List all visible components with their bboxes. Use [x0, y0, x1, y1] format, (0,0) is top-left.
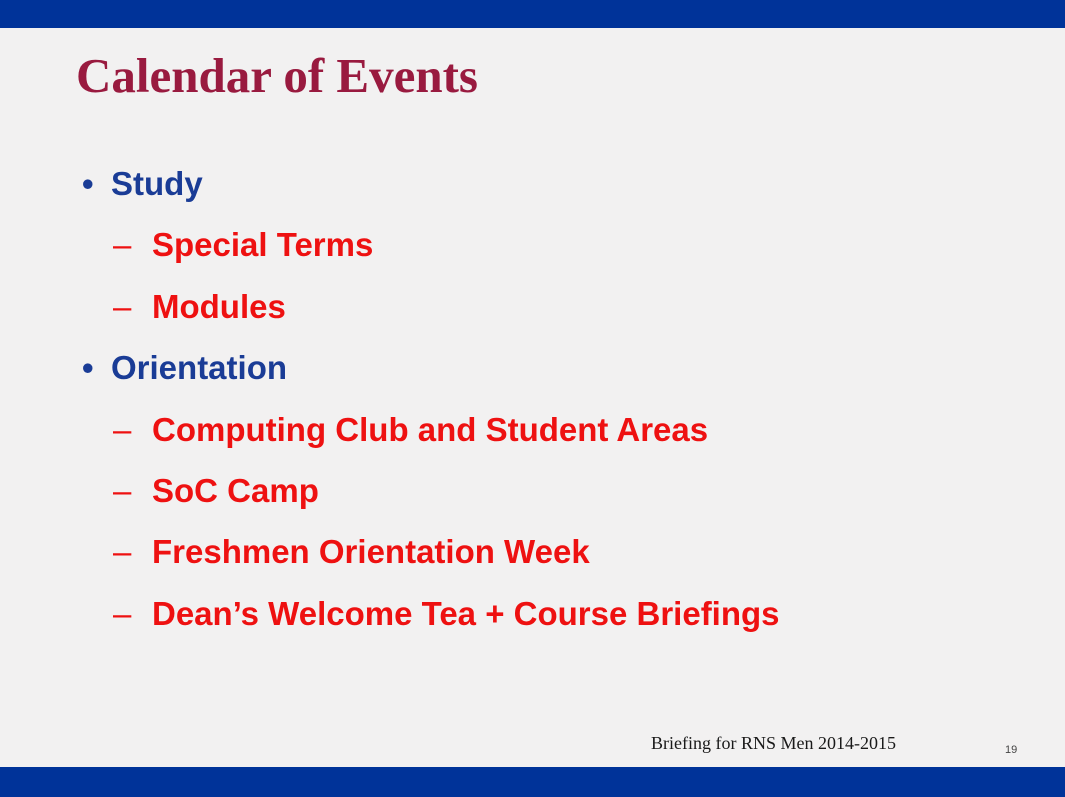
- bullet-text: Study: [111, 165, 203, 202]
- dash-marker: –: [113, 288, 132, 325]
- sub-item-text: SoC Camp: [152, 472, 319, 509]
- sub-item-text: Dean’s Welcome Tea + Course Briefings: [152, 595, 780, 632]
- sub-item-text: Computing Club and Student Areas: [152, 411, 709, 448]
- sub-item-computing-club: [113, 410, 709, 450]
- dash-marker: –: [113, 472, 132, 509]
- sub-item-text: Modules: [152, 288, 286, 325]
- sub-item-special-terms: [113, 225, 374, 265]
- bullet-item-study: [82, 164, 203, 204]
- sub-item-freshmen-week: [113, 532, 590, 572]
- dash-marker: –: [113, 533, 132, 570]
- bullet-item-orientation: [82, 348, 288, 388]
- sub-item-deans-tea: [113, 594, 780, 634]
- bullet-marker: •: [82, 349, 94, 386]
- sub-item-soc-camp: [113, 471, 319, 511]
- dash-marker: –: [113, 411, 132, 448]
- sub-item-modules: [113, 287, 286, 327]
- bottom-band: [0, 767, 1065, 797]
- slide-title: Calendar of Events: [76, 48, 479, 103]
- sub-item-text: Special Terms: [152, 226, 374, 263]
- bullet-marker: •: [82, 165, 94, 202]
- sub-item-text: Freshmen Orientation Week: [152, 533, 590, 570]
- footer-text: Briefing for RNS Men 2014-2015: [651, 733, 896, 753]
- dash-marker: –: [113, 226, 132, 263]
- bullet-text: Orientation: [111, 349, 288, 386]
- page-number: 19: [1005, 744, 1018, 756]
- dash-marker: –: [113, 595, 132, 632]
